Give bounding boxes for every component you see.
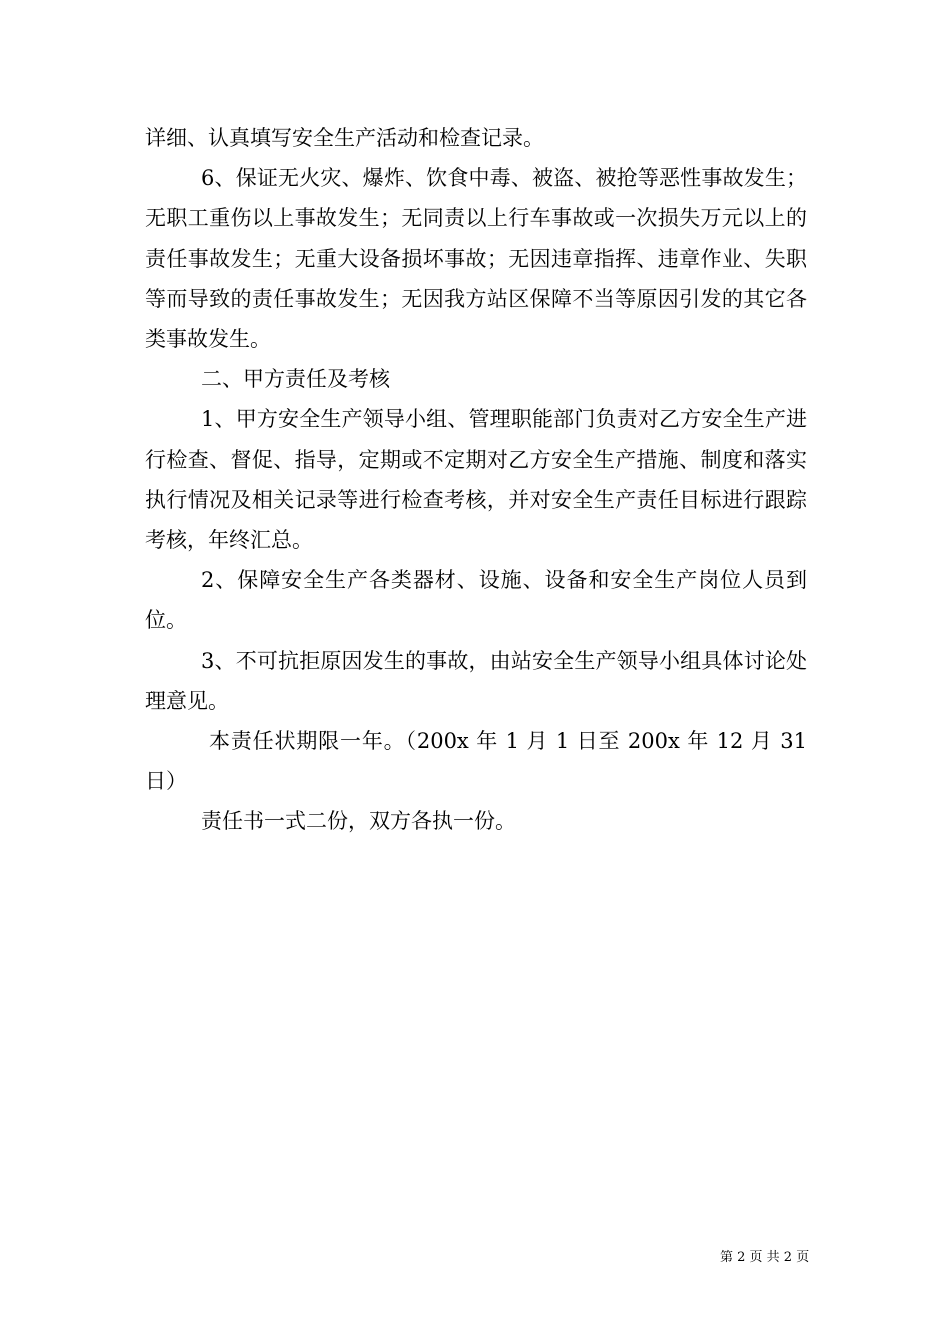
paragraph-item-2: 2、保障安全生产各类器材、设施、设备和安全生产岗位人员到位。 — [145, 568, 807, 633]
paragraph-copies: 责任书一式二份，双方各执一份。 — [201, 809, 516, 834]
section-heading-party-a: 二、甲方责任及考核 — [201, 367, 390, 392]
document-body — [145, 118, 807, 842]
paragraph-term: 本责任状期限一年。（200x 年 1 月 1 日至 200x 年 12 月 31 日） — [145, 729, 807, 794]
paragraph-item-6: 6、保证无火灾、爆炸、饮食中毒、被盗、被抢等恶性事故发生；无职工重伤以上事故发生；无同责以上行车事故或一次损失万元以上的责任事故发生；无重大设备损坏事故；无因违章指挥、违章作业、失职等而导致的责任事故发生；无因我方站区保障不当等原因引发的其它各类事故发生。 — [145, 166, 807, 352]
page-number: 第 2 页 共 2 页 — [720, 1250, 810, 1265]
paragraph-item-1: 1、甲方安全生产领导小组、管理职能部门负责对乙方安全生产进行检查、督促、指导，定期或不定期对乙方安全生产措施、制度和落实执行情况及相关记录等进行检查考核，并对安全生产责任目标进行跟踪考核，年终汇总。 — [145, 407, 807, 553]
paragraph-continuation: 详细、认真填写安全生产活动和检查记录。 — [145, 126, 544, 150]
paragraph-item-3: 3、不可抗拒原因发生的事故，由站安全生产领导小组具体讨论处理意见。 — [145, 648, 807, 713]
